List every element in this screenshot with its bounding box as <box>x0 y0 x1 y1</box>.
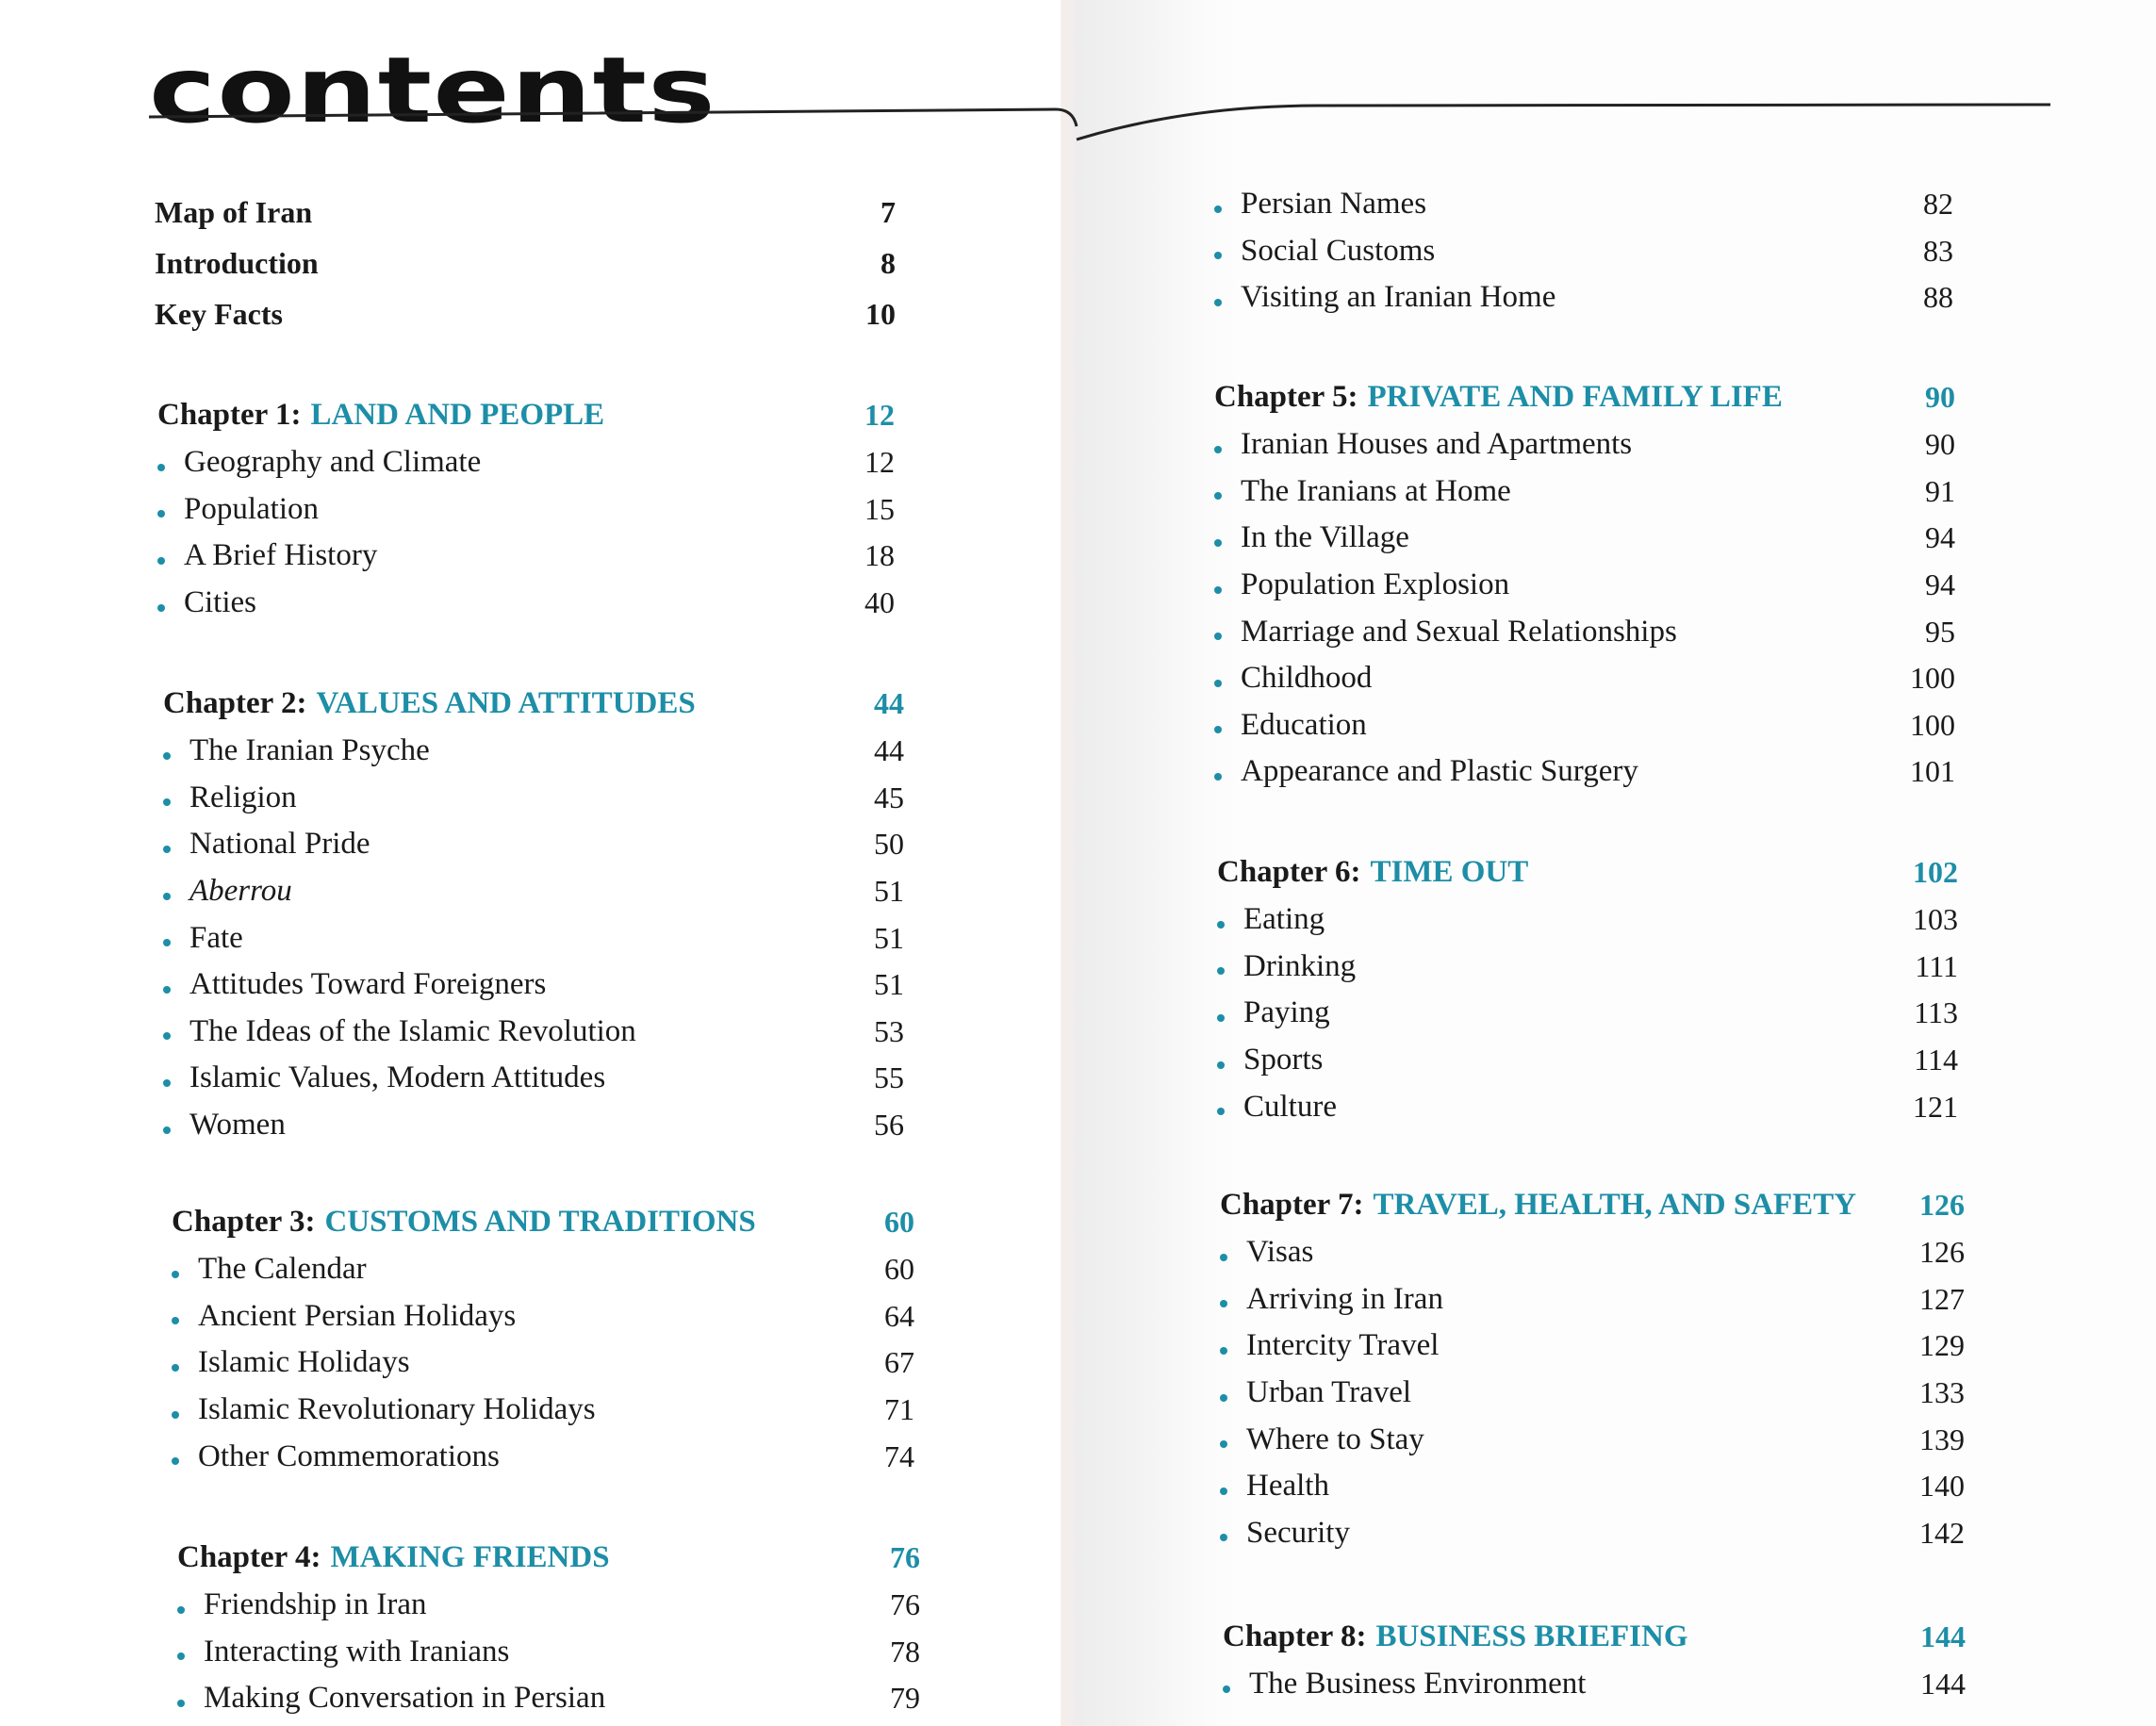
page-number: 18 <box>864 538 895 573</box>
entry-text: Key Facts <box>155 296 283 331</box>
entry-label <box>172 1205 756 1240</box>
bullet-icon <box>1214 299 1222 306</box>
bullet-icon <box>1223 1685 1230 1693</box>
page-number: 144 <box>1920 1667 1966 1701</box>
bullet-icon <box>1214 205 1222 213</box>
entry-label <box>177 1635 509 1669</box>
toc-entry[interactable] <box>155 187 896 238</box>
entry-text: Culture <box>1243 1089 1337 1124</box>
chapter-prefix: Chapter 2: <box>163 685 307 720</box>
entry-text: Islamic Holidays <box>198 1345 410 1380</box>
entry-text: The Business Environment <box>1249 1667 1587 1701</box>
page-number: 126 <box>1919 1187 1965 1222</box>
bullet-icon <box>163 798 171 806</box>
entry-text: Geography and Climate <box>184 445 482 480</box>
entry-text: National Pride <box>189 827 370 862</box>
bullet-icon <box>1217 967 1225 975</box>
chapter-prefix: Chapter 1: <box>157 397 302 432</box>
entry-label <box>157 398 604 433</box>
entry-label <box>163 733 430 768</box>
page-number: 51 <box>874 874 904 909</box>
page-number: 60 <box>884 1204 914 1239</box>
toc-entry[interactable] <box>1214 562 1955 609</box>
bullet-icon <box>157 464 165 471</box>
entry-text: Education <box>1241 707 1367 742</box>
bullet-icon <box>177 1700 185 1707</box>
entry-label <box>1220 1422 1424 1457</box>
toc-entry[interactable] <box>1220 1370 1965 1417</box>
page-number: 121 <box>1913 1089 1958 1124</box>
toc-entry[interactable] <box>1217 944 1958 991</box>
page-number: 76 <box>890 1539 920 1574</box>
chapter-prefix: Chapter 5: <box>1214 379 1358 414</box>
page-number: 74 <box>884 1438 914 1473</box>
page-number: 102 <box>1913 854 1958 889</box>
entry-label <box>1220 1469 1329 1504</box>
entry-label <box>163 686 696 721</box>
toc-entry[interactable] <box>155 238 896 288</box>
bullet-icon <box>1220 1534 1227 1541</box>
entry-label <box>1214 427 1632 462</box>
entry-text: Population Explosion <box>1241 567 1510 602</box>
entry-text: The Iranian Psyche <box>189 733 430 768</box>
chapter-prefix: Chapter 6: <box>1217 854 1361 889</box>
page-number: 94 <box>1925 567 1955 602</box>
entry-text: Islamic Revolutionary Holidays <box>198 1392 596 1427</box>
bullet-icon <box>163 752 171 760</box>
page-number: 126 <box>1919 1235 1965 1270</box>
page-number: 113 <box>1914 995 1958 1030</box>
entry-text: Fate <box>189 920 243 955</box>
entry-label <box>163 921 243 956</box>
entry-label <box>1217 949 1356 984</box>
chapter-prefix: Chapter 4: <box>177 1539 321 1574</box>
entry-label <box>172 1345 410 1380</box>
toc-entry[interactable] <box>177 1675 920 1722</box>
entry-label <box>1223 1667 1586 1701</box>
entry-label <box>1223 1619 1688 1654</box>
page-number: 44 <box>874 733 904 768</box>
entry-text: Arriving in Iran <box>1246 1281 1443 1316</box>
page-number: 51 <box>874 967 904 1002</box>
toc-entry[interactable] <box>1217 1083 1958 1130</box>
chapter-title: TIME OUT <box>1370 854 1529 889</box>
toc-entry[interactable] <box>1217 990 1958 1037</box>
entry-text: Childhood <box>1241 661 1373 696</box>
entry-text: Iranian Houses and Apartments <box>1241 427 1633 462</box>
entry-label <box>163 1060 605 1095</box>
page-number: 15 <box>864 491 895 526</box>
entry-label <box>1214 234 1435 269</box>
page-number: 56 <box>874 1108 904 1142</box>
page-number: 12 <box>864 445 895 480</box>
toc-entry[interactable] <box>172 1387 914 1434</box>
toc-entry[interactable] <box>1223 1661 1966 1708</box>
toc-entry[interactable] <box>1220 1510 1965 1557</box>
entry-label <box>1217 995 1330 1030</box>
entry-text: Women <box>189 1108 286 1142</box>
entry-text: Persian Names <box>1241 187 1427 222</box>
toc-entry[interactable] <box>157 580 895 627</box>
chapter-heading[interactable] <box>172 1197 914 1246</box>
page-number: 90 <box>1925 427 1955 462</box>
entry-text: Intercity Travel <box>1246 1328 1440 1363</box>
chapter-heading[interactable] <box>157 390 895 439</box>
entry-label <box>1214 567 1509 602</box>
entry-label <box>163 781 297 815</box>
toc-entry[interactable] <box>157 533 895 580</box>
entry-label <box>172 1439 500 1474</box>
toc-entry[interactable] <box>1214 608 1955 655</box>
toc-entry[interactable] <box>177 1582 920 1629</box>
toc-entry[interactable] <box>1220 1463 1965 1510</box>
page-number: 50 <box>874 827 904 862</box>
page-number: 79 <box>890 1681 920 1716</box>
toc-entry[interactable] <box>1214 748 1955 796</box>
chapter-prefix: Chapter 3: <box>172 1204 316 1239</box>
entry-text: The Iranians at Home <box>1241 473 1511 508</box>
bullet-icon <box>163 893 171 900</box>
page-number: 139 <box>1919 1422 1965 1456</box>
entry-text: Social Customs <box>1241 233 1436 268</box>
page-number: 100 <box>1910 707 1955 742</box>
toc-entry[interactable] <box>163 914 904 962</box>
entry-label <box>1217 1090 1337 1125</box>
page-number: 45 <box>874 780 904 814</box>
entry-label <box>172 1252 367 1287</box>
toc-entry[interactable] <box>172 1293 914 1340</box>
bullet-icon <box>163 1032 171 1040</box>
page-number: 55 <box>874 1060 904 1095</box>
toc-entry[interactable] <box>1214 702 1955 749</box>
chapter-heading[interactable] <box>1223 1612 1966 1661</box>
entry-label <box>1220 1282 1443 1317</box>
entry-text: Cities <box>184 585 257 620</box>
entry-text: Visiting an Iranian Home <box>1241 280 1556 315</box>
entry-label <box>177 1681 605 1716</box>
entry-text: Paying <box>1243 995 1330 1030</box>
toc-section <box>155 187 896 339</box>
bullet-icon <box>1214 773 1222 781</box>
page-title: contents <box>149 38 716 143</box>
page-number: 83 <box>1923 233 1953 268</box>
bullet-icon <box>1220 1347 1227 1355</box>
page-number: 144 <box>1920 1619 1966 1653</box>
page-number: 94 <box>1925 520 1955 555</box>
bullet-icon <box>1220 1254 1227 1261</box>
toc-section <box>1220 1180 1965 1556</box>
page-number: 88 <box>1923 280 1953 315</box>
bullet-icon <box>1220 1440 1227 1448</box>
toc-entry[interactable] <box>163 1055 904 1102</box>
page-number: 10 <box>865 296 896 331</box>
entry-text: Ancient Persian Holidays <box>198 1298 517 1333</box>
entry-text: Drinking <box>1243 948 1357 983</box>
bullet-icon <box>1214 633 1222 640</box>
entry-text: Making Conversation in Persian <box>204 1681 606 1716</box>
bullet-icon <box>172 1457 179 1465</box>
page-number: 44 <box>874 685 904 720</box>
toc-section <box>172 1197 914 1480</box>
page-number: 53 <box>874 1013 904 1048</box>
bullet-icon <box>1217 1061 1225 1069</box>
bullet-icon <box>172 1271 179 1278</box>
entry-label <box>1214 754 1638 789</box>
entry-text: Where to Stay <box>1246 1422 1424 1456</box>
toc-section <box>1214 372 1955 796</box>
bullet-icon <box>172 1411 179 1419</box>
entry-text: Interacting with Iranians <box>204 1634 510 1668</box>
entry-text: Religion <box>189 780 297 814</box>
toc-entry[interactable] <box>172 1433 914 1480</box>
toc-entry[interactable] <box>1220 1323 1965 1370</box>
entry-text: Population <box>184 491 320 526</box>
entry-label <box>157 585 256 620</box>
chapter-title: VALUES AND ATTITUDES <box>316 685 696 720</box>
toc-entry[interactable] <box>1214 228 1953 275</box>
entry-label <box>1217 902 1325 937</box>
entry-text: Marriage and Sexual Relationships <box>1241 614 1677 649</box>
page-number: 51 <box>874 920 904 955</box>
bullet-icon <box>177 1606 185 1614</box>
toc-entry[interactable] <box>163 1102 904 1149</box>
page-number: 12 <box>864 397 895 432</box>
toc-section <box>1217 847 1958 1130</box>
chapter-title: LAND AND PEOPLE <box>310 397 605 432</box>
page-number: 114 <box>1914 1043 1958 1077</box>
toc-entry[interactable] <box>1217 896 1958 944</box>
entry-text: Other Commemorations <box>198 1438 500 1473</box>
bullet-icon <box>1214 252 1222 259</box>
entry-label <box>172 1299 516 1334</box>
page-number: 60 <box>884 1252 914 1287</box>
entry-text: Security <box>1246 1515 1350 1550</box>
bullet-icon <box>1214 539 1222 547</box>
chapter-title: CUSTOMS AND TRADITIONS <box>324 1204 756 1239</box>
entry-label <box>155 297 283 332</box>
bullet-icon <box>157 510 165 518</box>
entry-label <box>1220 1516 1350 1551</box>
entry-text: Health <box>1246 1469 1329 1504</box>
chapter-heading[interactable] <box>1214 372 1955 421</box>
entry-label <box>1220 1235 1313 1270</box>
bullet-icon <box>172 1364 179 1372</box>
bullet-icon <box>1220 1300 1227 1307</box>
entry-text: Friendship in Iran <box>204 1587 427 1622</box>
toc-entry[interactable] <box>157 486 895 534</box>
entry-label <box>1220 1375 1411 1410</box>
entry-text: Attitudes Toward Foreigners <box>189 967 547 1002</box>
page-number: 78 <box>890 1634 920 1668</box>
toc-entry[interactable] <box>1214 421 1955 468</box>
entry-label <box>1217 1043 1323 1077</box>
bullet-icon <box>1214 492 1222 500</box>
entry-label <box>163 827 370 862</box>
chapter-heading[interactable] <box>163 679 904 728</box>
page-number: 111 <box>1915 948 1958 983</box>
entry-label <box>155 195 312 230</box>
chapter-heading[interactable] <box>177 1533 920 1582</box>
entry-label <box>163 874 292 909</box>
toc-section <box>163 679 904 1148</box>
page-number: 8 <box>881 245 896 280</box>
page-number: 82 <box>1923 187 1953 222</box>
entry-text: Map of Iran <box>155 194 313 229</box>
entry-label <box>1217 855 1528 890</box>
entry-label <box>177 1587 426 1622</box>
toc-entry[interactable] <box>1217 1037 1958 1084</box>
entry-label <box>155 246 319 281</box>
page-number: 133 <box>1919 1375 1965 1410</box>
page-number: 100 <box>1910 661 1955 696</box>
toc-entry[interactable] <box>172 1246 914 1293</box>
entry-label <box>1214 708 1367 743</box>
chapter-title: TRAVEL, HEALTH, AND SAFETY <box>1373 1187 1857 1222</box>
bullet-icon <box>163 1126 171 1134</box>
entry-label <box>157 538 377 573</box>
bullet-icon <box>1220 1488 1227 1495</box>
page-number: 90 <box>1925 379 1955 414</box>
bullet-icon <box>163 1079 171 1087</box>
page-number: 129 <box>1919 1328 1965 1363</box>
bullet-icon <box>1217 1014 1225 1022</box>
page-number: 7 <box>881 194 896 229</box>
chapter-heading[interactable] <box>1220 1180 1965 1229</box>
toc-entry[interactable] <box>1214 655 1955 702</box>
page-number: 91 <box>1925 473 1955 508</box>
page-number: 101 <box>1910 754 1955 789</box>
chapter-prefix: Chapter 8: <box>1223 1619 1367 1653</box>
entry-text: A Brief History <box>184 538 378 573</box>
entry-text: Urban Travel <box>1246 1375 1412 1410</box>
toc-entry[interactable] <box>163 962 904 1009</box>
entry-label <box>163 1014 636 1049</box>
toc-entry[interactable] <box>163 868 904 915</box>
toc-entry[interactable] <box>163 821 904 868</box>
bullet-icon <box>1220 1394 1227 1402</box>
entry-label <box>1214 520 1409 555</box>
page-number: 40 <box>864 585 895 620</box>
entry-label <box>1214 380 1783 415</box>
toc-section <box>157 390 895 626</box>
page-number: 64 <box>884 1298 914 1333</box>
page-number: 67 <box>884 1345 914 1380</box>
toc-entry[interactable] <box>177 1629 920 1676</box>
bullet-icon <box>177 1652 185 1660</box>
entry-label <box>177 1540 610 1575</box>
toc-entry[interactable] <box>1220 1276 1965 1323</box>
toc-entry[interactable] <box>1214 515 1955 562</box>
entry-label <box>157 445 481 480</box>
bullet-icon <box>1217 921 1225 929</box>
entry-text: Aberrou <box>189 874 292 909</box>
chapter-title: PRIVATE AND FAMILY LIFE <box>1367 379 1783 414</box>
entry-label <box>1220 1328 1439 1363</box>
entry-label <box>157 492 319 527</box>
bullet-icon <box>157 604 165 612</box>
bullet-icon <box>163 939 171 946</box>
entry-text: In the Village <box>1241 520 1409 555</box>
bullet-icon <box>1214 586 1222 594</box>
bullet-icon <box>1217 1108 1225 1115</box>
toc-entry[interactable] <box>163 1009 904 1056</box>
toc-entry[interactable] <box>163 728 904 775</box>
entry-label <box>163 967 546 1002</box>
page-number: 140 <box>1919 1469 1965 1504</box>
toc-entry[interactable] <box>1220 1416 1965 1463</box>
entry-text: Sports <box>1243 1043 1324 1077</box>
entry-label <box>1214 615 1677 649</box>
entry-text: Islamic Values, Modern Attitudes <box>189 1060 606 1095</box>
bullet-icon <box>1214 726 1222 733</box>
entry-text: Appearance and Plastic Surgery <box>1241 754 1638 789</box>
page-number: 95 <box>1925 614 1955 649</box>
entry-text: The Ideas of the Islamic Revolution <box>189 1013 636 1048</box>
bullet-icon <box>163 846 171 853</box>
toc-entry[interactable] <box>155 288 896 339</box>
toc-entry[interactable] <box>163 775 904 822</box>
entry-label <box>163 1108 286 1142</box>
entry-text: The Calendar <box>198 1252 367 1287</box>
entry-text: Introduction <box>155 245 319 280</box>
entry-label <box>1220 1188 1856 1223</box>
chapter-prefix: Chapter 7: <box>1220 1187 1364 1222</box>
page-number: 142 <box>1919 1515 1965 1550</box>
toc-entry[interactable] <box>1214 274 1953 321</box>
toc-section <box>1223 1612 1966 1708</box>
bullet-icon <box>163 986 171 994</box>
chapter-title: MAKING FRIENDS <box>330 1539 610 1574</box>
toc-entry[interactable] <box>157 439 895 486</box>
toc-entry[interactable] <box>1220 1229 1965 1276</box>
toc-entry[interactable] <box>1214 468 1955 516</box>
entry-label <box>1214 661 1372 696</box>
entry-label <box>1214 474 1511 509</box>
bullet-icon <box>172 1317 179 1324</box>
bullet-icon <box>157 557 165 565</box>
page-number: 71 <box>884 1392 914 1427</box>
chapter-heading[interactable] <box>1217 847 1958 896</box>
page-number: 127 <box>1919 1281 1965 1316</box>
toc-section <box>1214 181 1953 321</box>
chapter-title: BUSINESS BRIEFING <box>1375 1619 1688 1653</box>
toc-entry[interactable] <box>172 1340 914 1387</box>
entry-label <box>172 1392 596 1427</box>
entry-text: Eating <box>1243 902 1325 937</box>
bullet-icon <box>1214 680 1222 687</box>
entry-label <box>1214 280 1555 315</box>
entry-text: Visas <box>1246 1235 1314 1270</box>
entry-label <box>1214 187 1426 222</box>
toc-section <box>177 1533 920 1722</box>
page-number: 103 <box>1913 902 1958 937</box>
bullet-icon <box>1214 446 1222 453</box>
toc-entry[interactable] <box>1214 181 1953 228</box>
page-number: 76 <box>890 1587 920 1622</box>
